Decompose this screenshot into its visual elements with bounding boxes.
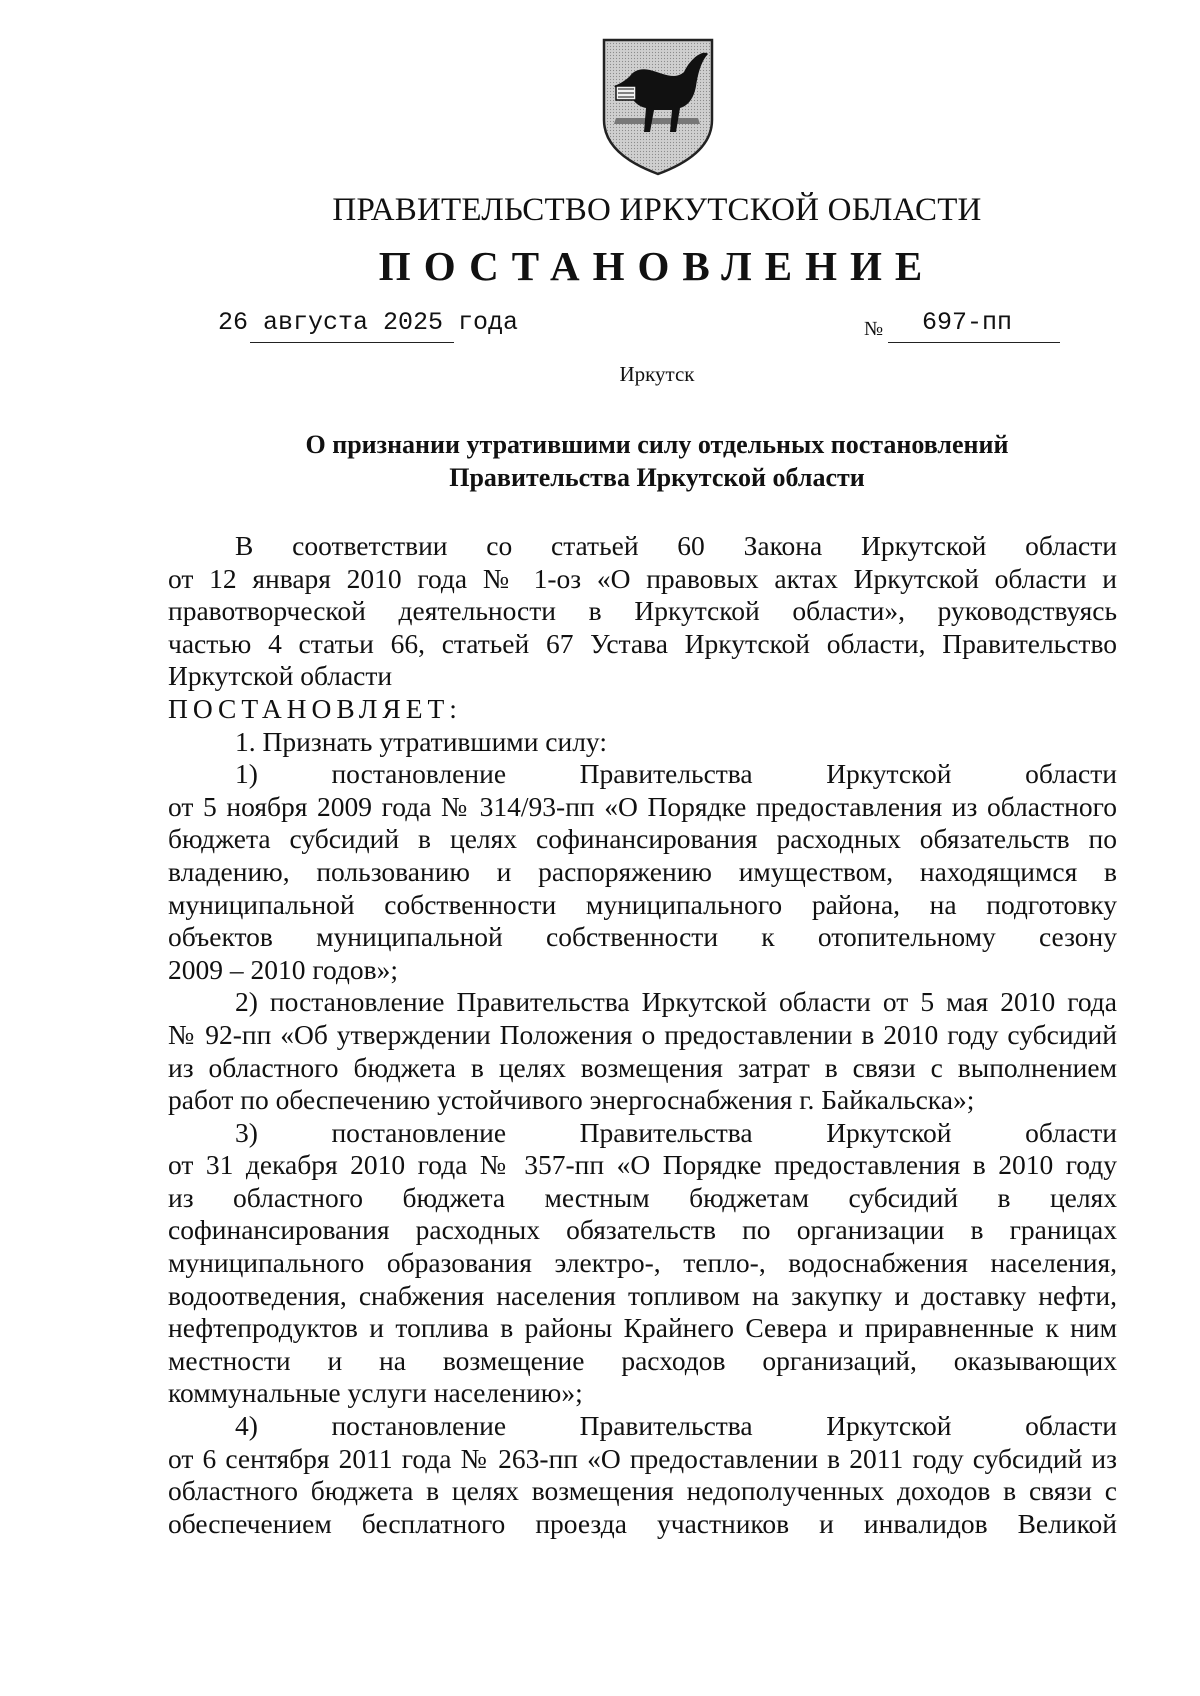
document-date: 26 августа 2025 года — [218, 308, 519, 337]
number-underline — [888, 342, 1060, 343]
subject-line: Правительства Иркутской области — [449, 463, 865, 492]
item-line: 2) постановление Правительства Иркутской области от 5 мая 2010 года — [235, 986, 1117, 1018]
item-line: водоотведения, снабжения населения топливом на закупку и доставку нефти, — [168, 1279, 1117, 1311]
item-line: муниципального образования электро-, тепло-, водоснабжения населения, — [168, 1247, 1117, 1279]
item-line: 2009 – 2010 годов»; — [168, 953, 399, 985]
body-line: правотворческой деятельности в Иркутской области», руководствуясь — [168, 595, 1117, 627]
item-line: работ по обеспечению устойчивого энергоснабжения г. Байкальска»; — [168, 1084, 975, 1116]
item-line: областного бюджета в целях возмещения недополученных доходов в связи с — [168, 1475, 1117, 1507]
item-line: от 6 сентября 2011 года № 263-пп «О предоставлении в 2011 году субсидий из — [168, 1442, 1117, 1474]
item-line: муниципальной собственности муниципального района, на подготовку — [168, 888, 1117, 920]
subject-line: О признании утратившими силу отдельных постановлений — [305, 430, 1009, 459]
item-line: 3) постановление Правительства Иркутской области — [235, 1116, 1117, 1148]
government-title: ПРАВИТЕЛЬСТВО ИРКУТСКОЙ ОБЛАСТИ — [332, 192, 982, 228]
item-line: от 5 ноября 2009 года № 314/93-пп «О Порядке предоставления из областного — [168, 790, 1117, 822]
document-body — [168, 530, 1117, 1540]
body-line: частью 4 статьи 66, статьей 67 Устава Иркутской области, Правительство — [168, 627, 1117, 659]
item-line: софинансирования расходных обязательств по организации в границах — [168, 1214, 1117, 1246]
item-line: № 92-пп «Об утверждении Положения о предоставлении в 2010 году субсидий — [168, 1018, 1117, 1050]
document-type-heading: ПОСТАНОВЛЕНИЕ — [378, 243, 936, 289]
item-line: объектов муниципальной собственности к отопительному сезону — [168, 921, 1117, 953]
item-line: владению, пользованию и распоряжению имуществом, находящимся в — [168, 855, 1117, 887]
number-sign: № — [864, 318, 884, 340]
item-line: обеспечением бесплатного проезда участников и инвалидов Великой — [168, 1507, 1117, 1539]
document-city: Иркутск — [619, 362, 695, 386]
clause-heading: 1. Признать утратившими силу: — [235, 725, 607, 757]
date-underline — [250, 342, 454, 343]
body-line: от 12 января 2010 года № 1-оз «О правовых актах Иркутской области и — [168, 562, 1117, 594]
item-line: из областного бюджета в целях возмещения затрат в связи с выполнением — [168, 1051, 1117, 1083]
body-line: Иркутской области — [168, 660, 393, 692]
item-line: от 31 декабря 2010 года № 357-пп «О Порядке предоставления в 2010 году — [168, 1149, 1117, 1181]
irkutsk-coat-of-arms-emblem — [600, 36, 716, 178]
document-number: 697-пп — [922, 308, 1013, 337]
decree-word: ПОСТАНОВЛЯЕТ: — [168, 692, 462, 724]
item-line: бюджета субсидий в целях софинансирования расходных обязательств по — [168, 823, 1117, 855]
item-line: нефтепродуктов и топлива в районы Крайнего Севера и приравненные к ним — [168, 1312, 1117, 1344]
item-line: местности и на возмещение расходов организаций, оказывающих — [168, 1344, 1117, 1376]
document-subject — [200, 428, 1114, 494]
item-line: из областного бюджета местным бюджетам субсидий в целях — [168, 1181, 1117, 1213]
body-line: В соответствии со статьей 60 Закона Иркутской области — [235, 530, 1117, 561]
item-line: 4) постановление Правительства Иркутской области — [235, 1410, 1117, 1442]
item-line: коммунальные услуги населению»; — [168, 1377, 583, 1409]
item-line: 1) постановление Правительства Иркутской области — [235, 758, 1117, 790]
